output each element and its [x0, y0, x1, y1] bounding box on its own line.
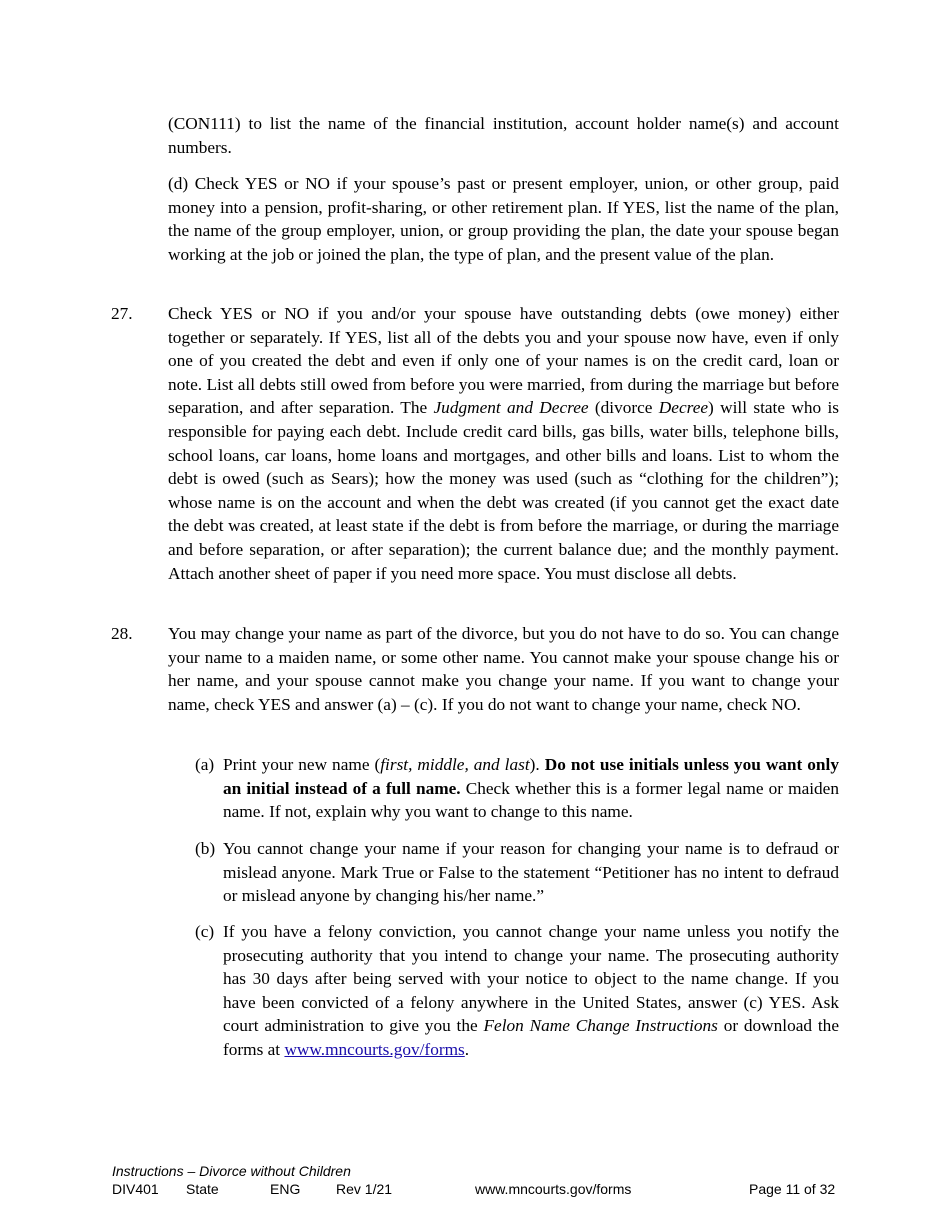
name-parts-term: first, middle, and last	[380, 755, 530, 774]
item-28c-text-3: .	[464, 1039, 470, 1059]
footer-website: www.mncourts.gov/forms	[475, 1181, 632, 1197]
footer-revision: Rev 1/21	[336, 1181, 393, 1197]
item-27-text-b: (divorce	[588, 398, 659, 418]
item-28a-text-2: ).	[529, 755, 545, 774]
continued-paragraph: (CON111) to list the name of the financial institution, account holder name(s) and account numbers.	[168, 114, 839, 157]
item-28c-text-1: If you have a felony conviction, you cannot change your name unless you notify the prosecuting authority that you intend to change your name. The prosecuting authority has 30 days after being served with your notice to object to the name change. If you have been convicted of a felony anywhere in the United States, answer (c) YES. Ask court administration to give you the	[223, 922, 839, 1036]
footer-jurisdiction: State	[186, 1181, 219, 1197]
item-26d-paragraph: (d) Check YES or NO if your spouse’s past or present employer, union, or other group, paid money into a pension, profit-sharing, or other retirement plan. If YES, list the name of the plan, the name of the group employer, union, or group providing the plan, the date your spouse began working at the job or joined the plan, the type of plan, and the present value of the plan.	[168, 174, 839, 264]
item-27-text-c: ) will state who is responsible for paying each debt. Include credit card bills, gas bills, water bills, telephone bills, school loans, car loans, home loans and mortgages, and other bills and loans. List to whom the debt is owed (such as Sears); how the money was used (such as “clothing for the children”); whose name is on the account and when the debt was created (if you cannot get the exact date the debt was created, at least state if the debt is from before the marriage, or during the marriage and before separation, or after separation); the current balance due; and the monthly payment. Attach another sheet of paper if you need more space. You must disclose all debts.	[168, 398, 839, 583]
item-28b-label: (b)	[195, 839, 216, 858]
item-28c-paragraph	[223, 920, 839, 1062]
judgment-and-decree-term: Judgment and Decree	[433, 398, 589, 418]
footer-language: ENG	[270, 1181, 301, 1197]
item-27-paragraph	[168, 302, 839, 585]
footer-form-id: DIV401	[112, 1181, 159, 1197]
item-28a-text-1: Print your new name (	[223, 755, 381, 774]
item-28a-text-3: Check whether this is a former legal name or maiden name. If not, explain why you want to change to this name.	[223, 778, 839, 822]
item-27-text-a: Check YES or NO if you and/or your spouse have outstanding debts (owe money) either together or separately. If YES, list all of the debts you and your spouse now have, even if only one of you created the debt and even if only one of your names is on the credit card, loan or note. List all debts still owed from before you were married, from during the marriage but before separation, and after separation. The	[168, 304, 839, 418]
item-28a-label: (a)	[195, 755, 215, 774]
item-28b-paragraph: You cannot change your name if your reason for changing your name is to defraud or mislead anyone. Mark True or False to the statement “Petitioner has no intent to defraud or mislead anyone by changing his/her name.”	[223, 839, 839, 906]
item-28a-paragraph	[223, 753, 839, 824]
decree-term: Decree	[658, 398, 709, 418]
item-28-paragraph: You may change your name as part of the divorce, but you do not have to do so. You can change your name to a maiden name, or some other name. You cannot make your spouse change his or her name, and your spouse cannot make you change your name. If you want to change your name, check YES and answer (a) – (c). If you do not want to change your name, check NO.	[168, 624, 839, 714]
item-28-number: 28.	[111, 624, 133, 643]
initials-warning: Do not use initials unless you want only an initial instead of a full name.	[223, 755, 839, 798]
item-28c-text-2: or download the forms at	[223, 1016, 839, 1059]
footer-title: Instructions – Divorce without Children	[112, 1163, 351, 1179]
item-27-number: 27.	[111, 304, 133, 323]
item-28c-label: (c)	[195, 922, 215, 941]
felon-name-change-term: Felon Name Change Instructions	[483, 1016, 718, 1036]
footer-page-number: Page 11 of 32	[749, 1181, 836, 1197]
mncourts-forms-link[interactable]: www.mncourts.gov/forms	[284, 1039, 465, 1059]
